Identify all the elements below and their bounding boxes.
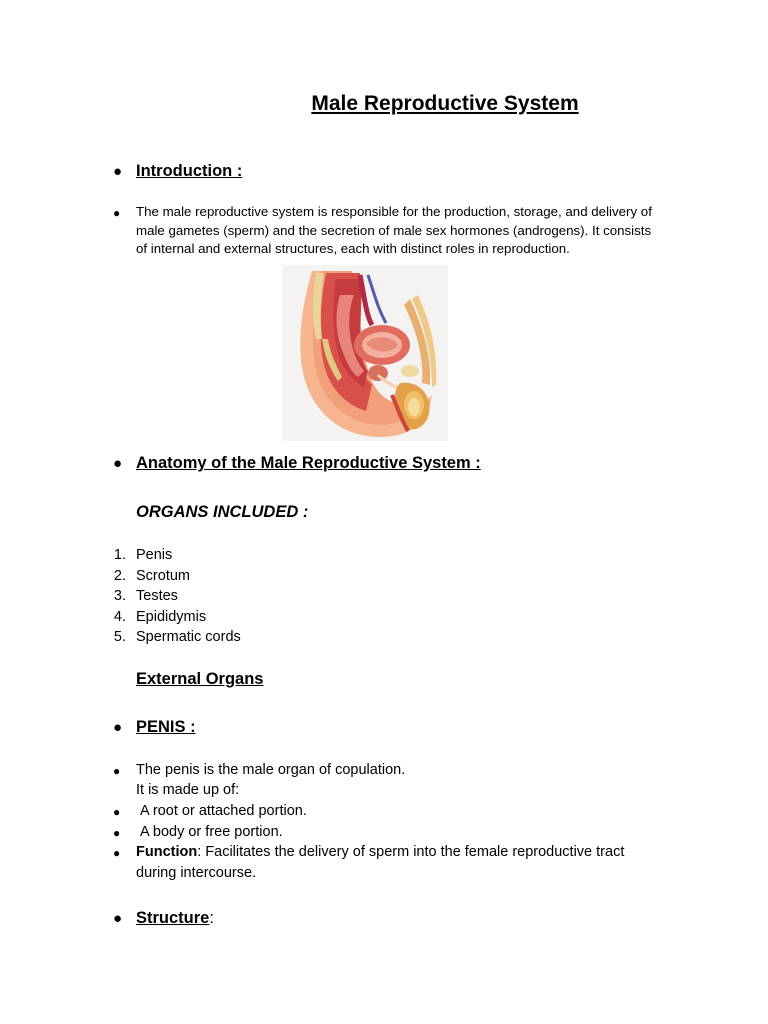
- penis-body-item: A body or free portion.: [140, 824, 283, 840]
- structure-colon: :: [209, 909, 214, 927]
- list-label: Penis: [136, 547, 173, 563]
- list-item: [106, 607, 241, 628]
- list-item: [106, 627, 241, 648]
- anatomy-heading: Anatomy of the Male Reproductive System :: [136, 454, 481, 472]
- function-label: Function: [136, 844, 198, 860]
- organ-list: [106, 545, 241, 648]
- list-number: 2.: [113, 567, 126, 584]
- bullet-icon: ●: [113, 910, 123, 927]
- penis-function: [136, 842, 696, 883]
- list-number: 3.: [113, 588, 126, 604]
- list-number: 1.: [113, 547, 126, 563]
- organs-included-label: ORGANS INCLUDED :: [136, 503, 309, 521]
- bullet-icon: ●: [113, 805, 121, 819]
- list-item: [106, 545, 241, 566]
- anatomy-illustration-svg: [282, 265, 448, 441]
- page-title: Male Reproductive System: [311, 92, 579, 115]
- bullet-icon: ●: [113, 719, 123, 736]
- bullet-icon: ●: [113, 163, 123, 180]
- list-number: 4.: [113, 608, 126, 625]
- function-text-cont: during intercourse.: [136, 864, 257, 881]
- penis-description: The penis is the male organ of copulation.: [136, 762, 406, 778]
- list-label: Epididymis: [136, 608, 207, 625]
- list-item: [106, 586, 241, 607]
- paragraph-line: of internal and external structures, each with distinct roles in reproduction.: [136, 241, 570, 257]
- list-label: Spermatic cords: [136, 629, 241, 645]
- penis-root-item: A root or attached portion.: [140, 803, 307, 819]
- function-text: : Facilitates the delivery of sperm into the female reproductive tract: [197, 844, 625, 860]
- list-label: Testes: [136, 588, 178, 604]
- external-organs-heading: External Organs: [136, 670, 264, 688]
- bullet-icon: ●: [113, 846, 121, 860]
- penis-heading: PENIS :: [136, 718, 196, 736]
- bullet-icon: ●: [113, 826, 121, 840]
- structure-heading-label: Structure: [136, 909, 210, 927]
- penis-made-of: It is made up of:: [136, 782, 240, 798]
- introduction-paragraph: [136, 203, 696, 259]
- paragraph-line: male gametes (sperm) and the secretion of male sex hormones (androgens). It consists: [136, 222, 652, 238]
- list-item: [106, 566, 241, 587]
- bullet-icon: ●: [113, 764, 121, 778]
- bullet-icon: ●: [113, 206, 121, 220]
- anatomy-illustration: [282, 265, 448, 441]
- bullet-icon: ●: [113, 455, 123, 472]
- list-label: Scrotum: [136, 567, 190, 584]
- introduction-heading: Introduction :: [136, 162, 243, 180]
- list-number: 5.: [113, 629, 126, 645]
- structure-heading: [136, 909, 214, 928]
- paragraph-line: The male reproductive system is responsible for the production, storage, and delivery of: [136, 204, 652, 219]
